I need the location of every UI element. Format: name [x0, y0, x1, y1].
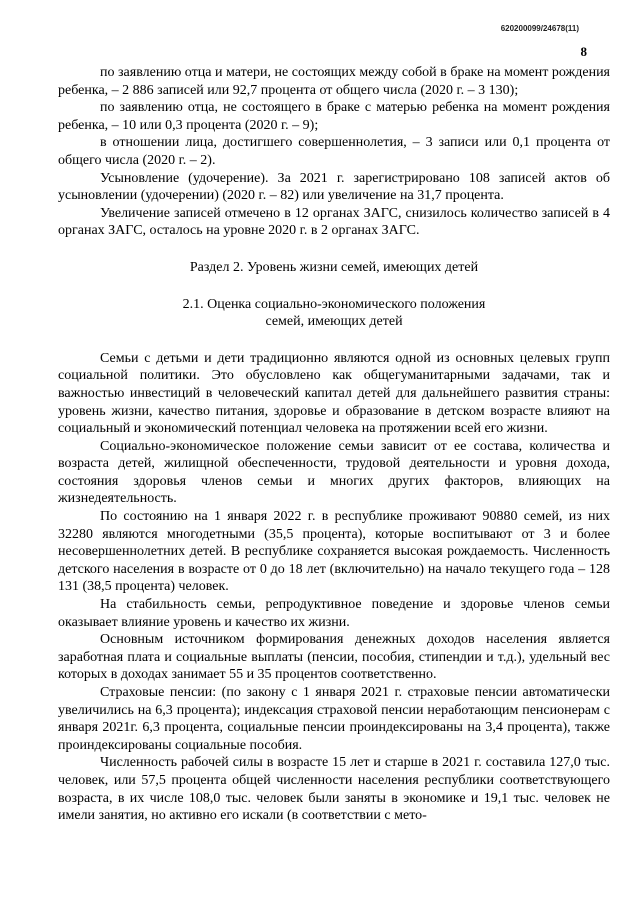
document-code: 620200099/24678(11): [500, 24, 579, 33]
spacer: [58, 331, 610, 350]
paragraph: Семьи с детьми и дети традиционно являются одной из основных целевых групп социальной политики. Это обусловлено как общегуманитарными задачами, так и важностью инвестиций в человеческий капитал детей для дальнейшего развития страны: уровень жизни, качество питания, здоровье и образование в детском возрасте влияют на социальный и экономический потенциал человека на протяжении всей его жизни.: [58, 350, 610, 437]
paragraph: Увеличение записей отмечено в 12 органах ЗАГС, снизилось количество записей в 4 органах ЗАГС, осталось на уровне 2020 г. в 2 органах ЗАГС.: [58, 205, 610, 239]
spacer: [58, 240, 610, 259]
paragraph: по заявлению отца, не состоящего в браке с матерью ребенка на момент рождения ребенка, – 10 или 0,3 процента (2020 г. – 9);: [58, 100, 610, 133]
paragraph: Социально-экономическое положение семьи зависит от ее состава, количества и возраста детей, жилищной обеспеченности, трудовой деятельности и уровня дохода, состояния здоровья членов семьи и многих других факторов, влияющих на жизнедеятельность.: [58, 438, 610, 507]
paragraph: Основным источником формирования денежных доходов населения является заработная плата и социальные выплаты (пенсии, пособия, стипендии и т.д.), удельный вес которых в доходах занимает 55 и 35 процентов соответственно.: [58, 632, 610, 683]
subsection-title-line2: семей, имеющих детей: [265, 314, 403, 330]
page-number: 8: [580, 44, 587, 59]
paragraph: Усыновление (удочерение). За 2021 г. зарегистрировано 108 записей актов об усыновлении (удочерении) (2020 г. – 82) или увеличение на 31,7 процента.: [58, 170, 610, 204]
paragraph: По состоянию на 1 января 2022 г. в республике проживают 90880 семей, из них 32280 являются многодетными (35,5 процента), которые воспитывают от 3 и более несовершеннолетних детей. В республике сохраняется высокая рождаемость. Численность детского населения в возрасте от 0 до 18 лет (включительно) на начало текущего года – 128 131 (38,5 процента) человек.: [58, 509, 610, 595]
paragraph: На стабильность семьи, репродуктивное поведение и здоровье членов семьи оказывает влияние уровень и качество их жизни.: [58, 597, 610, 630]
paragraph: Численность рабочей силы в возрасте 15 лет и старше в 2021 г. составила 127,0 тыс. человек, или 57,5 процента общей численности населения республики соответствующего возраста, в их числе 108,0 тыс. человек были заняты в экономике и 19,1 тыс. человек не имели занятия, но активно его искали (в соответствии с мето-: [58, 755, 610, 824]
section-title: Раздел 2. Уровень жизни семей, имеющих детей: [189, 259, 479, 275]
paragraph: по заявлению отца и матери, не состоящих между собой в браке на момент рождения ребенка, – 2 886 записей или 92,7 процента от общего числа (2020 г. – 3 130);: [58, 65, 610, 98]
subsection-title-line1: 2.1. Оценка социально-экономического положения: [182, 296, 486, 312]
document-body: [58, 64, 610, 825]
paragraph: Страховые пенсии: (по закону с 1 января 2021 г. страховые пенсии автоматически увеличились на 6,3 процента); индексация страховой пенсии неработающим пенсионерам с января 2021г. 6,3 процента, социальные пенсии проиндексированы на 3,4 процента), также проиндексированы социальные пособия.: [58, 685, 610, 753]
paragraph: в отношении лица, достигшего совершеннолетия, – 3 записи или 0,1 процента от общего числа (2020 г. – 2).: [58, 135, 610, 168]
spacer: [58, 277, 610, 296]
